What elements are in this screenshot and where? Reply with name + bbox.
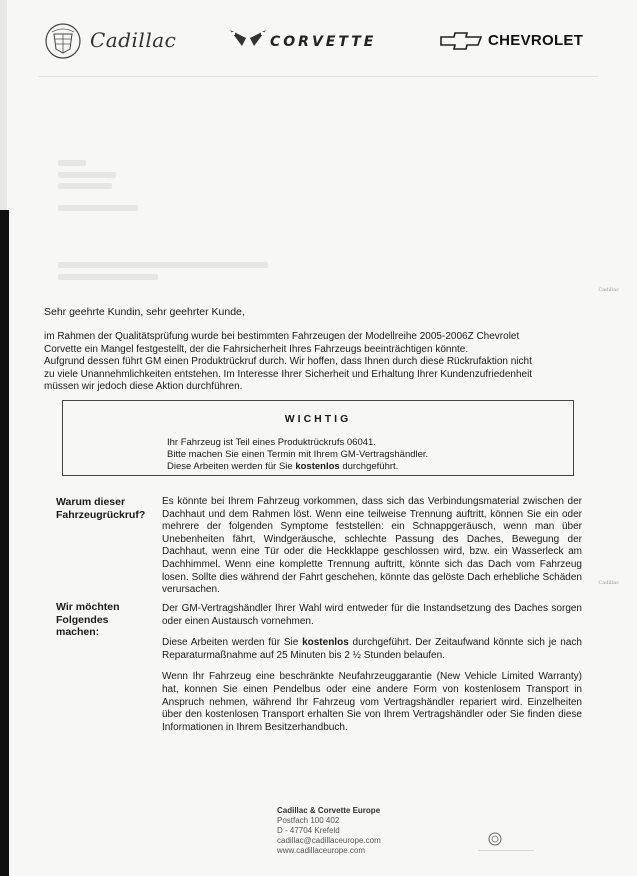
faded-address-line xyxy=(58,160,86,166)
header-rule xyxy=(38,76,598,77)
footer-address xyxy=(277,806,381,856)
faded-reference-line xyxy=(58,262,268,268)
section-paragraph xyxy=(162,637,582,662)
label-line: Folgendes xyxy=(56,613,109,626)
chevrolet-bowtie-icon xyxy=(440,32,482,50)
label-line: Fahrzeugrückruf? xyxy=(56,508,146,521)
faded-address-line xyxy=(58,172,116,178)
footer-line: Postfach 100 402 xyxy=(277,816,340,825)
scan-shadow-edge xyxy=(0,210,9,876)
faded-reference-line xyxy=(58,274,158,280)
cadillac-logo: Cadillac xyxy=(90,28,177,52)
cadillac-crest-icon xyxy=(44,22,82,60)
paragraph-text: Diese Arbeiten werden für Sie xyxy=(162,637,303,649)
footer-website: www.cadillaceurope.com xyxy=(277,846,366,855)
notice-line: Bitte machen Sie einen Termin mit Ihrem GM-Vertragshändler. xyxy=(167,448,429,460)
label-line: machen: xyxy=(56,626,100,638)
section-label-why xyxy=(56,496,156,521)
faded-address-line xyxy=(58,205,138,211)
paragraph-bold: kostenlos xyxy=(302,637,349,649)
intro-paragraph xyxy=(44,331,584,394)
section-paragraph: Wenn Ihr Fahrzeug eine beschränkte Neufahrzeuggarantie (New Vehicle Limited Warranty) hat, konnen Sie einen Pendelbus oder eine andere Form von kostenlosem Transport in Anspruch nehmen, während Ihr Fahrzeug vom Vertragshändler repariert wird. Einzelheiten über den kostenlosen Transport erhalten Sie von Ihrem Vertragshändler oder Sie finden diese Informationen in Ihrem Besitzerhandbuch. xyxy=(162,671,582,733)
intro-line: müssen wir jedoch diese Aktion durchführen. xyxy=(44,381,243,393)
section-paragraph: Der GM-Vertragshändler Ihrer Wahl wird entweder für die Instandsetzung des Daches sorgen oder einen Austausch vornehmen. xyxy=(162,603,582,627)
section-paragraph: Es könnte bei Ihrem Fahrzeug vorkommen, dass sich das Verbindungsmaterial zwischen der Dachhaut und dem Rahmen löst. Wenn eine teilweise Trennung auftritt, können Sie ein oder mehrere der folgenden Symptome feststellen: ein Schnappgeräusch, wenn man über Unebenheiten fährt, Windgeräusche, schlechte Passung des Daches, Bewegung der Dachhaut, wenn eine Tür oder die Heckklappe geschlossen wird, bzw. ein Wasserleck am Dachhimmel. Wenn eine komplette Trennung auftritt, könnte sich das Dach vom Fahrzeug losen. Sollte dies während der Fahrt geschehen, könnte das gelöste Dach erhebliche Schäden verursachen. xyxy=(162,496,582,596)
paragraph-text: durchgeführt. Der Zeitaufwand könnte sich je nach Reparaturmaßnahme auf 25 Minuten bis 2 ½ Stunden belaufen. xyxy=(162,637,582,661)
notice-lines xyxy=(167,437,428,472)
notice-text: Diese Arbeiten werden für Sie xyxy=(167,460,296,472)
intro-line: im Rahmen der Qualitätsprüfung wurde bei bestimmten Fahrzeugen der Modellreihe 2005-2006Z Chevrolet xyxy=(44,331,520,342)
faded-address-line xyxy=(58,183,112,189)
margin-tag: Cadillac xyxy=(598,580,619,586)
label-line: Wir möchten xyxy=(56,601,120,613)
notice-line: Ihr Fahrzeug ist Teil eines Produktrückrufs 06041. xyxy=(167,437,376,448)
intro-line: zu viele Unannehmlichkeiten entstehen. Im Interesse Ihrer Sicherheit und Erhaltung Ihrer Kundenzufriedenheit xyxy=(44,368,533,380)
margin-tag: Cadillac xyxy=(598,287,619,293)
certification-text-line: –––––––––––––––––––––––––––– xyxy=(478,848,534,852)
notice-line xyxy=(167,461,428,473)
notice-bold: kostenlos xyxy=(295,460,340,472)
corvette-flags-icon xyxy=(228,26,268,50)
intro-line: Aufgrund dessen führt GM einen Produktrückruf durch. Wir hoffen, dass Ihnen durch diese Rückrufaktion nicht xyxy=(44,356,532,368)
certification-seal-icon xyxy=(488,832,502,846)
intro-line: Corvette ein Mangel festgestellt, der die Fahrsicherheit Ihres Fahrzeugs beeinträchtigen könnte. xyxy=(44,343,469,355)
footer-company: Cadillac & Corvette Europe xyxy=(277,806,381,815)
chevrolet-logo: CHEVROLET xyxy=(488,32,584,49)
footer-email: cadillac@cadillaceurope.com xyxy=(277,836,381,845)
notice-title: WICHTIG xyxy=(284,413,352,425)
salutation: Sehr geehrte Kundin, sehr geehrter Kunde, xyxy=(44,306,245,318)
notice-text: durchgeführt. xyxy=(339,460,399,472)
section-text-actions xyxy=(162,603,582,743)
section-label-actions xyxy=(56,601,156,639)
important-notice-box xyxy=(62,400,574,476)
corvette-logo: CORVETTE xyxy=(270,34,377,50)
section-text-why xyxy=(162,496,582,606)
footer-line: D - 47704 Krefeld xyxy=(277,826,340,835)
label-line: Warum dieser xyxy=(56,496,126,508)
